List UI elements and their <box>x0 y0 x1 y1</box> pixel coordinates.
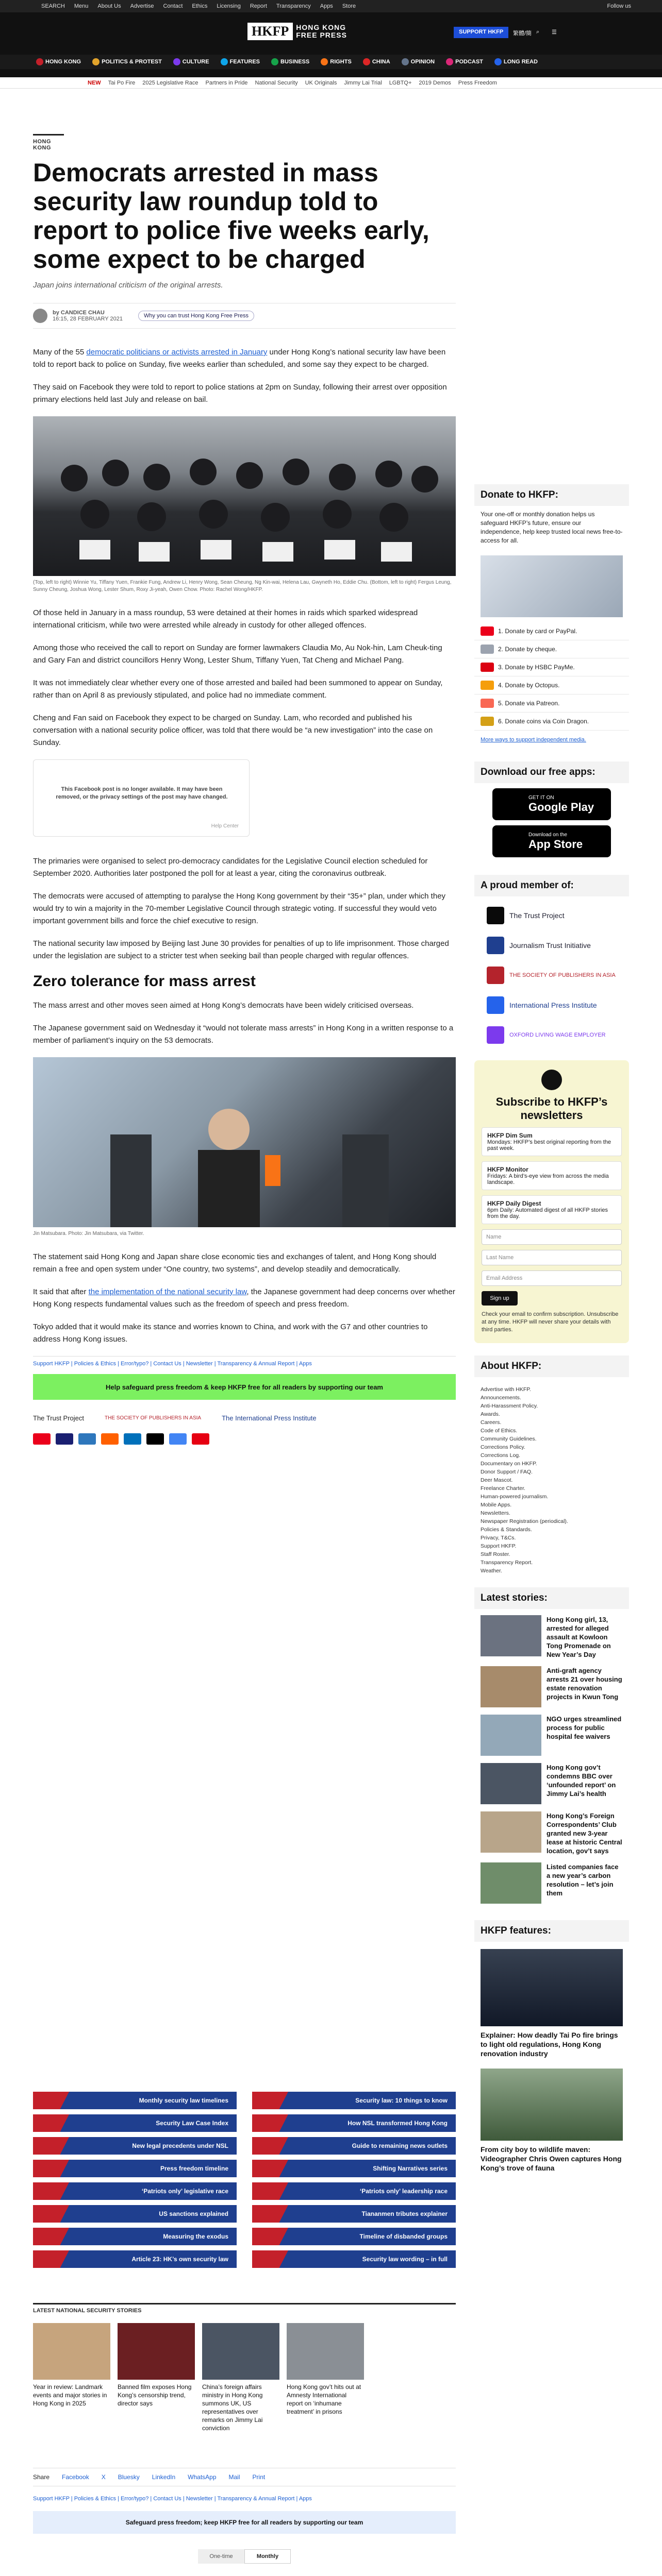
member-label: International Press Institute <box>509 1001 597 1009</box>
newsletter-box <box>474 1060 629 1343</box>
activists-photo-illustration <box>33 416 456 576</box>
share-label: Share <box>33 2473 50 2481</box>
explainer-link[interactable]: Tiananmen tributes explainer <box>252 2205 456 2223</box>
store-link[interactable]: Store <box>342 3 356 9</box>
payme-icon <box>481 663 494 672</box>
share-linkedin[interactable]: LinkedIn <box>152 2473 176 2481</box>
features-title: HKFP features: <box>474 1920 629 1942</box>
share-mail[interactable]: Mail <box>228 2473 240 2481</box>
tag-link[interactable]: Partners in Pride <box>205 79 248 86</box>
member-sopa[interactable] <box>474 960 629 990</box>
photo-caption: (Top, left to right) Winnie Yu, Tiffany Yuen, Frankie Fung, Andrew Li, Henry Wong, Sean Cheung, Ng Kin-wai, Helena Lau, Gwyneth Ho, Eddie Chu. (Bottom, left to right) Fergus Leung, Sunny Cheung, Joshua Wong, Lester Shum, Roxy Ji-yeah, Owen Chow. Photo: Rachel Wong/HKFP. <box>33 580 452 592</box>
nav-features[interactable] <box>221 58 260 65</box>
google-pay-icon <box>169 1433 187 1445</box>
latest-headline: NGO urges streamlined process for public hospital fee waivers <box>547 1715 622 1740</box>
p13-text-cont: , the Japanese government had deep concerns over whether Hong Kong respects fundamental values such as the freedom of speech and press freedom. <box>33 1287 455 1309</box>
nav-label: POLITICS & PROTEST <box>102 59 162 65</box>
newsletter-name: HKFP Monitor <box>487 1166 528 1173</box>
culture-icon <box>173 58 180 65</box>
donate-method-label: 5. Donate via Patreon. <box>498 700 560 707</box>
latest-title: Latest stories: <box>474 1587 629 1609</box>
nav-label: RIGHTS <box>330 59 352 65</box>
utility-bar <box>0 0 662 12</box>
explainer-link[interactable]: Monthly security law timelines <box>33 2092 237 2109</box>
report-link[interactable]: Report <box>250 3 267 9</box>
about-link[interactable]: Corrections Log. <box>481 1452 521 1459</box>
member-jti[interactable] <box>474 930 629 960</box>
payment-icons <box>33 1433 456 1445</box>
section-heading: Zero tolerance for mass arrest <box>33 973 256 990</box>
new-label: NEW <box>88 79 101 86</box>
tag-link[interactable]: LGBTQ+ <box>389 79 412 86</box>
feature-card[interactable] <box>474 1946 629 2061</box>
features-icon <box>221 58 228 65</box>
about-link[interactable]: Documentary on HKFP. <box>481 1461 537 1467</box>
trending-tags <box>0 77 662 89</box>
arrests-link[interactable]: democratic politicians or activists arrested in January <box>86 348 268 357</box>
about-link[interactable]: Newspaper Registration (periodical). <box>481 1518 568 1524</box>
member-title: A proud member of: <box>474 875 629 896</box>
about-link[interactable]: Support HKFP. <box>481 1543 517 1549</box>
related-thumbnail <box>33 2323 110 2380</box>
article-category[interactable]: HONG KONG <box>33 134 64 151</box>
donate-title: Donate to HKFP: <box>474 484 629 506</box>
about-link[interactable]: Human-powered journalism. <box>481 1494 549 1500</box>
donate-image <box>481 555 623 617</box>
membership-logos <box>33 1414 456 1422</box>
paragraph: The mass arrest and other moves seen aimed at Hong Kong’s democrats have been widely criticised overseas. <box>33 1001 414 1010</box>
latest-thumbnail <box>481 1715 541 1756</box>
logo-line-2: FREE PRESS <box>296 31 347 39</box>
p13-text: It said that after <box>33 1287 89 1296</box>
latest-story[interactable] <box>481 1811 623 1855</box>
latest-thumbnail <box>481 1615 541 1656</box>
related-card[interactable] <box>33 2323 110 2432</box>
speaker-photo-illustration <box>33 1057 456 1227</box>
paragraph <box>33 346 456 371</box>
about-link[interactable]: Mobile Apps. <box>481 1502 512 1508</box>
latest-thumbnail <box>481 1763 541 1804</box>
explainer-link[interactable]: New legal precedents under NSL <box>33 2137 237 2155</box>
monthly-option[interactable]: Monthly <box>244 2549 291 2564</box>
explainer-link[interactable]: ‘Patriots only’ legislative race <box>33 2182 237 2200</box>
related-headline: Banned film exposes Hong Kong’s censorship trend, director says <box>118 2383 192 2407</box>
donate-text: Your one-off or monthly donation helps us safeguard HKFP’s future, ensure our independence, help keep trusted local news free-to-access for all. <box>481 511 623 544</box>
author-name[interactable] <box>53 310 123 322</box>
last-name-input[interactable]: Last Name <box>482 1250 622 1265</box>
donate-payme-link[interactable] <box>474 658 629 676</box>
paypal-icon <box>124 1433 141 1445</box>
nav-podcast[interactable] <box>446 58 483 65</box>
member-label: OXFORD LIVING WAGE EMPLOYER <box>509 1032 606 1038</box>
paragraph: Tokyo added that it would make its stance and worries known to China, and work with the G7 and other countries to address Hong Kong issues. <box>33 1323 428 1344</box>
author-name-text: by CANDICE CHAU <box>53 310 105 316</box>
member-ipi[interactable] <box>474 990 629 1020</box>
group-photo <box>33 416 456 576</box>
support-links[interactable]: Support HKFP | Policies & Ethics | Error/typo? | Contact Us | Newsletter | Transparency & Annual Report | Apps <box>33 2496 312 2502</box>
about-links <box>474 1381 629 1579</box>
paragraph: Cheng and Fan said on Facebook they expect to be charged on Sunday. Lam, who recorded and published his conversation with a national security police officer, was told that there would be “a new investigation” into the case on Sunday. <box>33 714 433 747</box>
donate-card-link[interactable] <box>474 622 629 640</box>
explainer-link[interactable]: Article 23: HK’s own security law <box>33 2250 237 2268</box>
about-link[interactable]: Code of Ethics. <box>481 1428 518 1434</box>
paragraph: It was not immediately clear whether every one of those arrested and bailed had been summoned to appear on Sunday, rather than on April 8 as previously stipulated, and police had no immediate comment. <box>33 679 443 700</box>
one-time-option[interactable]: One-time <box>198 2549 244 2564</box>
nav-long-read[interactable] <box>494 58 538 65</box>
latest-thumbnail <box>481 1666 541 1707</box>
about-link[interactable]: Privacy, T&Cs. <box>481 1535 516 1541</box>
explainer-link[interactable]: Press freedom timeline <box>33 2160 237 2177</box>
ethics-link[interactable]: Ethics <box>192 3 208 9</box>
explainer-link[interactable]: Security law wording – in full <box>252 2250 456 2268</box>
about-link[interactable]: Donor Support / FAQ. <box>481 1469 533 1475</box>
nsl-implementation-link[interactable]: the implementation of the national security law <box>88 1287 247 1296</box>
tag-link[interactable]: National Security <box>255 79 298 86</box>
paragraph: They said on Facebook they were told to report to police stations at 2pm on Sunday, following their arrest over opposition primary elections held last July and release on bail. <box>33 383 447 404</box>
feature-card[interactable] <box>474 2061 629 2180</box>
nav-label: BUSINESS <box>280 59 310 65</box>
nav-label: CULTURE <box>182 59 209 65</box>
about-link[interactable]: About Us <box>97 3 121 9</box>
about-link[interactable]: Anti-Harassment Policy. <box>481 1403 538 1409</box>
member-label: Journalism Trust Initiative <box>509 941 591 950</box>
trust-project-icon <box>487 907 504 924</box>
facebook-notice: This Facebook post is no longer available. It may have been removed, or the privacy settings of the post may have changed. <box>56 786 228 800</box>
related-thumbnail <box>118 2323 195 2380</box>
china-icon <box>363 58 370 65</box>
logo-text <box>296 24 347 39</box>
paragraph: The primaries were organised to select pro-democracy candidates for the Legislative Council election scheduled for September 2020. Authorities later postponed the poll for at least a year, citing the coronavirus outbreak. <box>33 857 428 878</box>
donate-cheque-link[interactable] <box>474 640 629 658</box>
about-link[interactable]: Advertise with HKFP. <box>481 1386 531 1393</box>
card-icon <box>481 626 494 636</box>
store-big-text: App Store <box>528 837 583 851</box>
tag-link[interactable]: Tai Po Fire <box>108 79 136 86</box>
business-icon <box>271 58 278 65</box>
nav-opinion[interactable] <box>402 58 435 65</box>
about-link[interactable]: Deer Mascot. <box>481 1477 513 1483</box>
member-label: The Trust Project <box>509 911 565 920</box>
paragraph: Among those who received the call to report on Sunday are former lawmakers Claudia Mo, Au Nok-hin, Lam Cheuk-ting and Gary Fan and district councillors Henry Wong, Lester Shum, Tiffany Yuen, Tat Cheng and Michael Pang. <box>33 643 442 665</box>
support-hkfp-button[interactable]: SUPPORT HKFP <box>454 27 508 38</box>
donate-coin-link[interactable] <box>474 713 629 731</box>
latest-headline: Listed companies face a new year’s carbon resolution – let’s join them <box>547 1863 619 1897</box>
related-headline: China’s foreign affairs ministry in Hong Kong summons UK, US representatives over remarks on Jimmy Lai conviction <box>202 2383 263 2432</box>
contact-link[interactable]: Contact <box>163 3 183 9</box>
help-center-link[interactable]: Help Center <box>211 823 239 829</box>
tag-link[interactable]: Press Freedom <box>458 79 497 86</box>
publish-date: 16:15, 28 FEBRUARY 2021 <box>53 316 123 322</box>
related-card[interactable] <box>202 2323 279 2432</box>
protest-icon <box>92 58 100 65</box>
latest-headline: Hong Kong girl, 13, arrested for alleged assault at Kowloon Tong Promenade on New Year’s Day <box>547 1616 611 1658</box>
nav-label: LONG READ <box>503 59 538 65</box>
newsletter-desc: Mondays: HKFP’s best original reporting from the past week. <box>487 1139 611 1151</box>
nav-rights[interactable] <box>321 58 352 65</box>
long-read-icon <box>494 58 502 65</box>
cheque-icon <box>481 645 494 654</box>
trust-project-logo[interactable]: The Trust Project <box>33 1414 84 1422</box>
article-subtitle: Japan joins international criticism of the original arrests. <box>33 281 223 290</box>
author-avatar <box>33 309 47 323</box>
advertise-link[interactable]: Advertise <box>130 3 154 9</box>
patreon-icon <box>481 699 494 708</box>
explainer-link[interactable]: Security Law Case Index <box>33 2114 237 2132</box>
donate-method-label: 6. Donate coins via Coin Dragon. <box>498 718 589 725</box>
search-icon[interactable]: ⌕ <box>536 29 540 35</box>
app-store-button[interactable] <box>492 825 611 857</box>
donate-patreon-link[interactable] <box>474 694 629 713</box>
related-headline: Hong Kong gov’t hits out at Amnesty International report on ‘inhumane treatment’ in prisons <box>287 2383 361 2415</box>
share-whatsapp[interactable]: WhatsApp <box>188 2473 217 2481</box>
trust-badge[interactable]: Why you can trust Hong Kong Free Press <box>138 311 254 321</box>
explainer-link[interactable]: Security law: 10 things to know <box>252 2092 456 2109</box>
main-nav <box>0 55 662 69</box>
donate-method-label: 3. Donate by HSBC PayMe. <box>498 664 575 671</box>
tag-link[interactable]: 2025 Legislative Race <box>142 79 198 86</box>
logo-line-1: HONG KONG <box>296 23 346 31</box>
nav-label: PODCAST <box>455 59 483 65</box>
latest-thumbnail <box>481 1862 541 1904</box>
latest-headline: Hong Kong gov’t condemns BBC over ‘unfounded report’ on Jimmy Lai’s health <box>547 1764 616 1798</box>
explainer-link[interactable]: Measuring the exodus <box>33 2228 237 2245</box>
latest-story[interactable] <box>481 1862 623 1904</box>
matsubara-photo <box>33 1057 456 1227</box>
envelope-icon <box>541 1070 562 1090</box>
about-link[interactable]: Awards. <box>481 1411 500 1417</box>
email-input[interactable]: Email Address <box>482 1270 622 1286</box>
latest-story[interactable] <box>481 1666 623 1707</box>
sopa-icon <box>487 967 504 984</box>
feature-headline: Explainer: How deadly Tai Po fire brings to light old regulations, Hong Kong renovation industry <box>481 2031 618 2058</box>
newsletter-option-digest[interactable] <box>482 1195 622 1224</box>
nav-hong-kong[interactable] <box>36 58 81 65</box>
explainer-link[interactable]: Guide to remaining news outlets <box>252 2137 456 2155</box>
explainer-grid <box>33 2092 456 2268</box>
photo-caption: Jin Matsubara. Photo: Jin Matsubara, via Twitter. <box>33 1231 144 1236</box>
octopus-icon <box>481 681 494 690</box>
byline <box>33 303 456 329</box>
nav-label: CHINA <box>372 59 390 65</box>
sidebar <box>474 484 629 2180</box>
store-small-text: GET IT ON <box>528 794 554 801</box>
latest-story[interactable] <box>481 1615 623 1659</box>
rights-icon <box>321 58 328 65</box>
newsletter-title: Subscribe to HKFP’s newsletters <box>495 1095 608 1122</box>
support-banner-blue[interactable]: Safeguard press freedom; keep HKFP free for all readers by supporting our team <box>33 2511 456 2534</box>
tag-link[interactable]: UK Originals <box>305 79 337 86</box>
nav-culture[interactable] <box>173 58 209 65</box>
opinion-icon <box>402 58 409 65</box>
apple-pay-icon <box>146 1433 164 1445</box>
about-link[interactable]: Announcements. <box>481 1395 521 1401</box>
donate-method-label: 4. Donate by Octopus. <box>498 682 560 689</box>
site-header <box>0 12 662 77</box>
newsletter-desc: 6pm Daily: Automated digest of all HKFP stories from the day. <box>487 1207 608 1219</box>
logo-mark: HKFP <box>247 23 293 40</box>
nav-label: FEATURES <box>229 59 260 65</box>
related-thumbnail <box>287 2323 364 2380</box>
menu-link[interactable]: Menu <box>74 3 89 9</box>
feature-thumbnail <box>481 1949 623 2026</box>
paragraph: The democrats were accused of attempting to paralyse the Hong Kong government by their “35+” plan, under which they would try to win a majority in the 70-member Legislative Council through strategic voting. If successful they would veto important government bills and force the chief executive to resign. <box>33 892 446 925</box>
related-headline: Year in review: Landmark events and major stories in Hong Kong in 2025 <box>33 2383 107 2407</box>
paragraph: The Japanese government said on Wednesday it “would not tolerate mass arrests” in Hong Kong in a written response to a member of parliament’s inquiry on the 53 democrats. <box>33 1024 454 1045</box>
nav-business[interactable] <box>271 58 309 65</box>
newsletter-name: HKFP Dim Sum <box>487 1132 533 1139</box>
more-ways-link[interactable]: More ways to support independent media. <box>481 737 586 743</box>
sign-up-button[interactable]: Sign up <box>482 1291 518 1306</box>
newsletter-name: HKFP Daily Digest <box>487 1200 541 1207</box>
apps-link[interactable]: Apps <box>320 3 333 9</box>
donate-method-label: 2. Donate by cheque. <box>498 646 557 653</box>
explainer-link[interactable]: How NSL transformed Hong Kong <box>252 2114 456 2132</box>
newsletter-desc: Fridays: A bird’s-eye view from across the media landscape. <box>487 1173 609 1185</box>
related-title: LATEST NATIONAL SECURITY STORIES <box>33 2303 456 2314</box>
menu-icon[interactable]: ☰ <box>552 29 557 36</box>
nav-label: HONG KONG <box>45 59 81 65</box>
donate-octopus-link[interactable] <box>474 676 629 694</box>
share-x[interactable]: X <box>101 2473 106 2481</box>
jti-icon <box>487 937 504 954</box>
hong-kong-icon <box>36 58 43 65</box>
store-big-text: Google Play <box>528 800 594 814</box>
jcb-icon <box>192 1433 209 1445</box>
name-input[interactable]: Name <box>482 1229 622 1245</box>
explainer-link[interactable]: ‘Patriots only’ leadership race <box>252 2182 456 2200</box>
licensing-link[interactable]: Licensing <box>217 3 241 9</box>
about-link[interactable]: Policies & Standards. <box>481 1527 532 1533</box>
member-trust-project[interactable] <box>474 901 629 930</box>
nav-label: OPINION <box>410 59 435 65</box>
paragraph: The national security law imposed by Beijing last June 30 provides for penalties of up to life imprisonment. Those charged under the legislation are subject to a stricter test when seeking bail than people charged with regular offences. <box>33 939 449 960</box>
article-footer-links[interactable]: Support HKFP | Policies & Ethics | Error/typo? | Contact Us | Newsletter | Transparency & Annual Report | Apps <box>33 1356 456 1367</box>
google-play-button[interactable] <box>492 788 611 820</box>
newsletter-note: Check your email to confirm subscription. Unsubscribe at any time. HKFP will never share your details with third parties. <box>482 1311 619 1333</box>
article-title: Democrats arrested in mass security law roundup told to report to police five weeks early, some expect to be charged <box>33 158 429 274</box>
coin-icon <box>481 717 494 726</box>
frequency-toggle <box>33 2549 456 2564</box>
latest-thumbnail <box>481 1811 541 1853</box>
feature-headline: From city boy to wildlife maven: Videographer Chris Owen captures Hong Kong’s trove of fauna <box>481 2145 622 2172</box>
latest-story[interactable] <box>481 1763 623 1804</box>
apps-title: Download our free apps: <box>474 761 629 783</box>
ipi-logo[interactable]: The International Press Institute <box>222 1414 317 1422</box>
newsletter-option-monitor[interactable] <box>482 1161 622 1190</box>
tag-link[interactable]: 2019 Demos <box>419 79 451 86</box>
mastercard-icon <box>33 1433 51 1445</box>
paragraph: The statement said Hong Kong and Japan share close economic ties and exchanges of talent, and Hong Kong should remain a free and open system under “One country, two systems”, and develop steadily and democratically. <box>33 1252 437 1274</box>
podcast-icon <box>446 58 453 65</box>
facebook-embed <box>33 759 250 837</box>
support-banner[interactable]: Help safeguard press freedom & keep HKFP free for all readers by supporting our team <box>33 1374 456 1400</box>
tag-link[interactable]: Jimmy Lai Trial <box>344 79 382 86</box>
living-wage-icon <box>487 1026 504 1044</box>
latest-headline: Hong Kong’s Foreign Correspondents’ Club granted new 3-year lease at historic Central location, gov’t says <box>547 1812 622 1855</box>
hkfp-logo[interactable] <box>247 19 361 44</box>
about-title: About HKFP: <box>474 1355 629 1377</box>
society-publishers-logo[interactable]: THE SOCIETY OF PUBLISHERS IN ASIA <box>104 1415 202 1421</box>
donate-method-label: 1. Donate by card or PayPal. <box>498 628 577 635</box>
share-bluesky[interactable]: Bluesky <box>118 2473 140 2481</box>
paragraph <box>33 1286 456 1311</box>
explainer-link[interactable]: US sanctions explained <box>33 2205 237 2223</box>
article <box>33 134 456 1445</box>
language-switch[interactable]: 繁體/簡 <box>513 30 532 37</box>
related-stories <box>33 2303 456 2432</box>
about-link[interactable]: Freelance Charter. <box>481 1485 525 1492</box>
member-label: THE SOCIETY OF PUBLISHERS IN ASIA <box>509 972 616 978</box>
transparency-link[interactable]: Transparency <box>276 3 311 9</box>
p1-text-cont: under Hong Kong’s national security law have been told to report back to police on Sunday, five weeks earlier than scheduled, and some say they expect to be charged. <box>33 348 446 369</box>
about-link[interactable]: Careers. <box>481 1419 502 1426</box>
related-thumbnail <box>202 2323 279 2380</box>
explainer-link[interactable]: Shifting Narratives series <box>252 2160 456 2177</box>
share-facebook[interactable]: Facebook <box>62 2473 89 2481</box>
about-link[interactable]: Newsletters. <box>481 1510 510 1516</box>
ipi-icon <box>487 996 504 1014</box>
latest-story[interactable] <box>481 1715 623 1756</box>
nav-politics[interactable] <box>92 58 162 65</box>
share-print[interactable]: Print <box>252 2473 266 2481</box>
amex-icon <box>78 1433 96 1445</box>
feature-thumbnail <box>481 2069 623 2141</box>
search-link[interactable]: SEARCH <box>41 3 65 9</box>
related-card[interactable] <box>287 2323 364 2432</box>
about-link[interactable]: Corrections Policy. <box>481 1444 525 1450</box>
discover-icon <box>101 1433 119 1445</box>
about-link[interactable]: Weather. <box>481 1568 502 1574</box>
member-living-wage[interactable] <box>474 1020 629 1050</box>
share-bar <box>33 2468 456 2576</box>
about-link[interactable]: Transparency Report. <box>481 1560 533 1566</box>
explainer-link[interactable]: Timeline of disbanded groups <box>252 2228 456 2245</box>
about-link[interactable]: Community Guidelines. <box>481 1436 537 1442</box>
nav-china[interactable] <box>363 58 390 65</box>
p1-text: Many of the 55 <box>33 348 87 357</box>
about-link[interactable]: Staff Roster. <box>481 1551 510 1557</box>
latest-headline: Anti-graft agency arrests 21 over housing estate renovation projects in Kwun Tong <box>547 1667 622 1701</box>
visa-icon <box>56 1433 73 1445</box>
follow-us-label: Follow us <box>607 3 631 9</box>
related-card[interactable] <box>118 2323 195 2432</box>
store-small-text: Download on the <box>528 832 568 838</box>
newsletter-option-dimsum[interactable] <box>482 1127 622 1156</box>
paragraph: Of those held in January in a mass roundup, 53 were detained at their homes in raids which sparked widespread international criticism, while two were arrested while already in custody for other alleged offences. <box>33 608 418 630</box>
